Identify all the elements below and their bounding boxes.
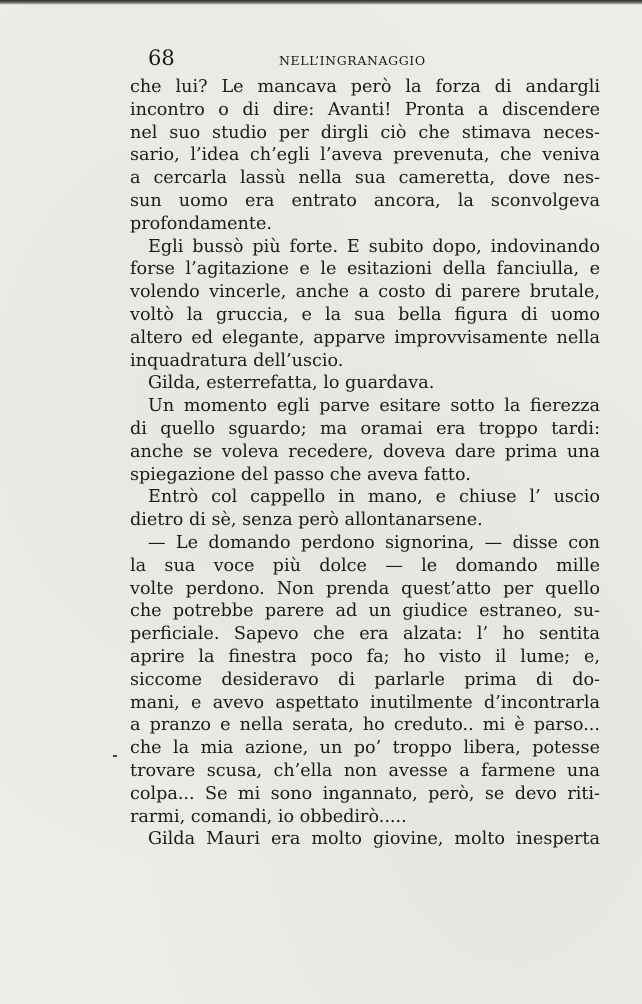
body-text <box>130 76 600 851</box>
text-line: trovare scusa, ch’ella non avesse a farmene una <box>130 760 600 781</box>
text-line: sario, l’idea ch’egli l’aveva prevenuta, che veniva <box>130 145 600 166</box>
text-line: di quello sguardo; ma oramai era troppo tardi: <box>130 418 600 439</box>
text-line: Entrò col cappello in mano, e chiuse l’ uscio <box>148 487 600 508</box>
text-line: profondamente. <box>130 213 272 234</box>
text-line: che lui? Le mancava però la forza di andargli <box>130 77 600 97</box>
text-line: dietro di sè, senza però allontanarsene. <box>130 510 483 531</box>
text-line: voltò la gruccia, e la sua bella figura di uomo <box>130 304 600 325</box>
text-line: volendo vincerle, anche a costo di parere brutale, <box>130 282 600 303</box>
page-number: 68 <box>148 46 175 70</box>
text-line: nel suo studio per dirgli ciò che stimava neces- <box>130 122 600 143</box>
page-top-edge <box>0 0 642 5</box>
text-line: altero ed elegante, apparve improvvisamente nella <box>130 327 600 348</box>
text-line: sun uomo era entrato ancora, la sconvolgeva <box>130 190 600 211</box>
text-line: anche se voleva recedere, doveva dare prima una <box>130 441 600 462</box>
text-line: volte perdono. Non prenda quest’atto per quello <box>130 578 600 599</box>
text-line: aprire la finestra poco fa; ho visto il lume; e, <box>130 646 600 667</box>
text-line: inquadratura dell’uscio. <box>130 350 344 371</box>
margin-mark <box>113 755 117 757</box>
running-title: NELL’INGRANAGGIO <box>279 53 426 68</box>
text-line: — Le domando perdono signorina, — disse con <box>148 532 600 553</box>
text-line: rarmi, comandi, io obbedirò..... <box>130 806 407 827</box>
page-header <box>148 46 448 76</box>
text-line: Egli bussò più forte. E subito dopo, indovinando <box>148 236 600 257</box>
text-line: a pranzo e nella serata, ho creduto.. mi è parso... <box>130 715 600 736</box>
text-line: a cercarla lassù nella sua cameretta, dove nes- <box>130 168 600 189</box>
text-line: siccome desideravo di parlarle prima di do- <box>130 669 600 690</box>
text-line: Un momento egli parve esitare sotto la fierezza <box>148 396 600 417</box>
text-line: la sua voce più dolce — le domando mille <box>130 555 600 576</box>
text-line: che la mia azione, un po’ troppo libera, potesse <box>130 738 600 759</box>
text-line: Gilda Mauri era molto giovine, molto inesperta <box>148 829 600 850</box>
text-line: perficiale. Sapevo che era alzata: l’ ho sentita <box>130 624 600 645</box>
text-line: spiegazione del passo che aveva fatto. <box>130 464 471 485</box>
text-line: incontro o di dire: Avanti! Pronta a discendere <box>130 99 600 120</box>
text-line: forse l’agitazione e le esitazioni della fanciulla, e <box>130 259 600 280</box>
text-line: mani, e avevo aspettato inutilmente d’incontrarla <box>130 692 600 713</box>
text-line: Gilda, esterrefatta, lo guardava. <box>148 373 435 394</box>
text-line: colpa... Se mi sono ingannato, però, se devo riti- <box>130 783 600 804</box>
text-line: che potrebbe parere ad un giudice estraneo, su- <box>130 601 600 622</box>
